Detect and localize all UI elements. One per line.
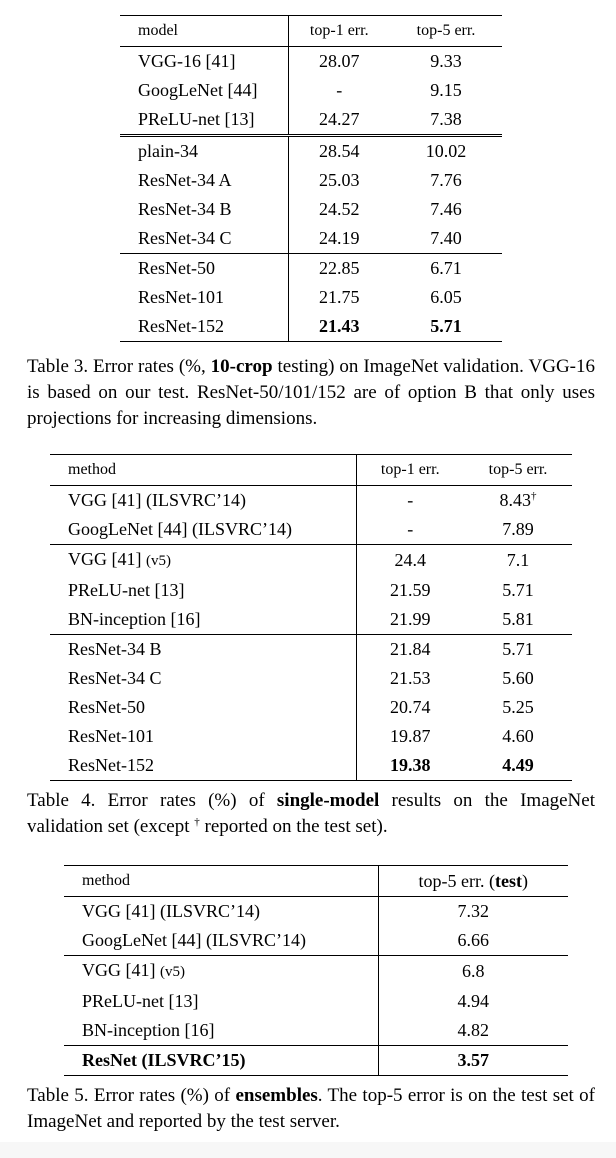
table5-header-top5-test <box>378 866 568 897</box>
top5-err: 7.76 <box>430 170 462 190</box>
caption-text: testing) on ImageNet validation. VGG-16 is based on our test. ResNet-50/101/152 are of option B that only uses projections for increasing dimensions. <box>27 356 595 429</box>
model-name: VGG-16 [41] <box>120 47 288 77</box>
top1-err: 25.03 <box>319 170 360 190</box>
table4-header-top5: top-5 err. <box>488 461 548 478</box>
top5-err: 6.71 <box>390 254 502 284</box>
top5-err: 7.89 <box>502 519 534 539</box>
model-name: ResNet-101 <box>120 283 288 312</box>
model-name: ResNet-152 <box>120 312 288 342</box>
table-row <box>120 283 502 312</box>
top5-test-err: 4.94 <box>457 991 489 1011</box>
top1-err: 24.19 <box>319 228 360 248</box>
top1-err: 21.53 <box>390 668 431 688</box>
top5-test-err: 7.32 <box>378 897 568 927</box>
model-name: PReLU-net [13] <box>120 105 288 136</box>
table-row <box>120 224 502 254</box>
table4-caption <box>27 788 595 840</box>
top1-err: 24.52 <box>319 199 360 219</box>
top5-test-err: 3.57 <box>378 1046 568 1076</box>
top5-err: 10.02 <box>390 136 502 167</box>
top1-err: 22.85 <box>288 254 390 284</box>
caption-text: Table 5. Error rates (%) of <box>27 1085 236 1106</box>
table3-caption <box>27 354 595 432</box>
method-name: GoogLeNet [44] (ILSVRC’14) <box>64 926 378 956</box>
table-row <box>50 751 572 781</box>
top1-err: 21.59 <box>390 580 431 600</box>
method-name: PReLU-net [13] <box>64 987 378 1016</box>
page-bottom-edge <box>0 1142 616 1158</box>
top1-err: 21.84 <box>356 635 464 665</box>
method-name: ResNet-101 <box>50 722 356 751</box>
version-suffix: (v5) <box>160 964 185 980</box>
model-name: ResNet-50 <box>120 254 288 284</box>
model-name: ResNet-34 C <box>120 224 288 254</box>
method-name: ResNet (ILSVRC’15) <box>64 1046 378 1076</box>
caption-bold: ensembles <box>235 1085 318 1106</box>
top1-err: 19.38 <box>390 755 431 775</box>
table3-header-model: model <box>120 16 288 47</box>
top5-test-err: 6.66 <box>457 930 489 950</box>
top5-test-err: 6.8 <box>378 956 568 988</box>
table4-header-top1: top-1 err. <box>380 461 440 478</box>
table-3 <box>120 15 502 342</box>
table5-caption <box>27 1083 595 1135</box>
table-row <box>64 897 568 927</box>
table-row <box>64 926 568 956</box>
method-name: VGG [41] (ILSVRC’14) <box>50 486 356 516</box>
table3-header-top5: top-5 err. <box>416 22 476 39</box>
table-row <box>64 1046 568 1076</box>
model-name: ResNet-34 B <box>120 195 288 224</box>
model-name: GoogLeNet [44] <box>120 76 288 105</box>
top1-err: 24.27 <box>319 109 360 129</box>
model-name: plain-34 <box>120 136 288 167</box>
top1-err: - <box>336 80 343 100</box>
table5-header-method: method <box>64 866 378 897</box>
header-text: ) <box>521 871 528 891</box>
caption-text: Table 4. Error rates (%) of <box>27 790 277 811</box>
table4-header-method: method <box>50 455 356 486</box>
table-row <box>50 635 572 665</box>
table-row <box>64 1016 568 1046</box>
caption-text: . The top-5 error is on the test set of ImageNet and reported by the test server. <box>27 1085 596 1132</box>
caption-text: reported on the test set). <box>199 816 388 837</box>
top5-err: 5.71 <box>430 316 462 336</box>
method-name: PReLU-net [13] <box>50 576 356 605</box>
table-row <box>120 47 502 77</box>
top1-err: 28.54 <box>288 136 390 167</box>
table-row <box>50 605 572 635</box>
top1-err: 21.99 <box>390 609 431 629</box>
table-row <box>64 987 568 1016</box>
top1-err: 28.07 <box>288 47 390 77</box>
header-text: top-5 err. ( <box>418 871 495 891</box>
top5-err: 7.1 <box>464 545 572 577</box>
top1-err: - <box>356 486 464 516</box>
top1-err: - <box>407 519 414 539</box>
top1-err: 21.43 <box>319 316 360 336</box>
top5-err: 7.40 <box>430 228 462 248</box>
table-row <box>50 693 572 722</box>
top5-err: 6.05 <box>430 287 462 307</box>
table-row <box>50 545 572 577</box>
top5-err: 9.33 <box>390 47 502 77</box>
top5-err: 5.71 <box>464 635 572 665</box>
table-row <box>50 515 572 545</box>
model-name: ResNet-34 A <box>120 166 288 195</box>
top5-err <box>464 486 572 516</box>
table3-header-top1: top-1 err. <box>309 22 369 39</box>
top1-err: 24.4 <box>356 545 464 577</box>
top5-err: 5.71 <box>502 580 534 600</box>
table-row <box>120 312 502 342</box>
table-row <box>120 166 502 195</box>
caption-text: Table 3. Error rates (%, <box>27 356 211 377</box>
table-row <box>64 956 568 988</box>
table-row <box>50 576 572 605</box>
top5-err: 5.25 <box>502 697 534 717</box>
caption-text: results on the ImageNet validation set (except <box>27 790 595 837</box>
method-name: ResNet-34 B <box>50 635 356 665</box>
dagger-mark: † <box>194 816 200 828</box>
table-row <box>50 664 572 693</box>
method-name: BN-inception [16] <box>64 1016 378 1046</box>
top5-value: 8.43 <box>499 490 531 510</box>
top5-err: 4.49 <box>502 755 534 775</box>
table-row <box>120 136 502 167</box>
top1-err: 21.75 <box>319 287 360 307</box>
table-row <box>120 105 502 136</box>
method-name: BN-inception [16] <box>50 605 356 635</box>
top1-err: 20.74 <box>390 697 431 717</box>
table-row <box>120 195 502 224</box>
top5-err: 5.60 <box>502 668 534 688</box>
dagger-mark: † <box>531 490 537 502</box>
method-name: VGG [41] (v5) <box>50 545 356 577</box>
top5-err: 5.81 <box>502 609 534 629</box>
table-4 <box>50 454 572 781</box>
version-suffix: (v5) <box>146 553 171 569</box>
top5-err: 4.60 <box>502 726 534 746</box>
top5-err: 9.15 <box>430 80 462 100</box>
top5-test-err: 4.82 <box>457 1020 489 1040</box>
caption-bold: 10-crop <box>210 356 273 377</box>
method-name: ResNet-152 <box>50 751 356 781</box>
top1-err: 19.87 <box>390 726 431 746</box>
table-row <box>50 486 572 516</box>
caption-bold: single-model <box>276 790 380 811</box>
top5-err: 7.38 <box>430 109 462 129</box>
header-bold: test <box>495 871 522 891</box>
method-name: ResNet-50 <box>50 693 356 722</box>
method-name: VGG [41] (ILSVRC’14) <box>64 897 378 927</box>
table-row <box>120 76 502 105</box>
table-5 <box>64 865 568 1076</box>
top5-err: 7.46 <box>430 199 462 219</box>
method-name: GoogLeNet [44] (ILSVRC’14) <box>50 515 356 545</box>
table-row <box>50 722 572 751</box>
table-row <box>120 254 502 284</box>
method-name: VGG [41] (v5) <box>64 956 378 988</box>
method-name: ResNet-34 C <box>50 664 356 693</box>
